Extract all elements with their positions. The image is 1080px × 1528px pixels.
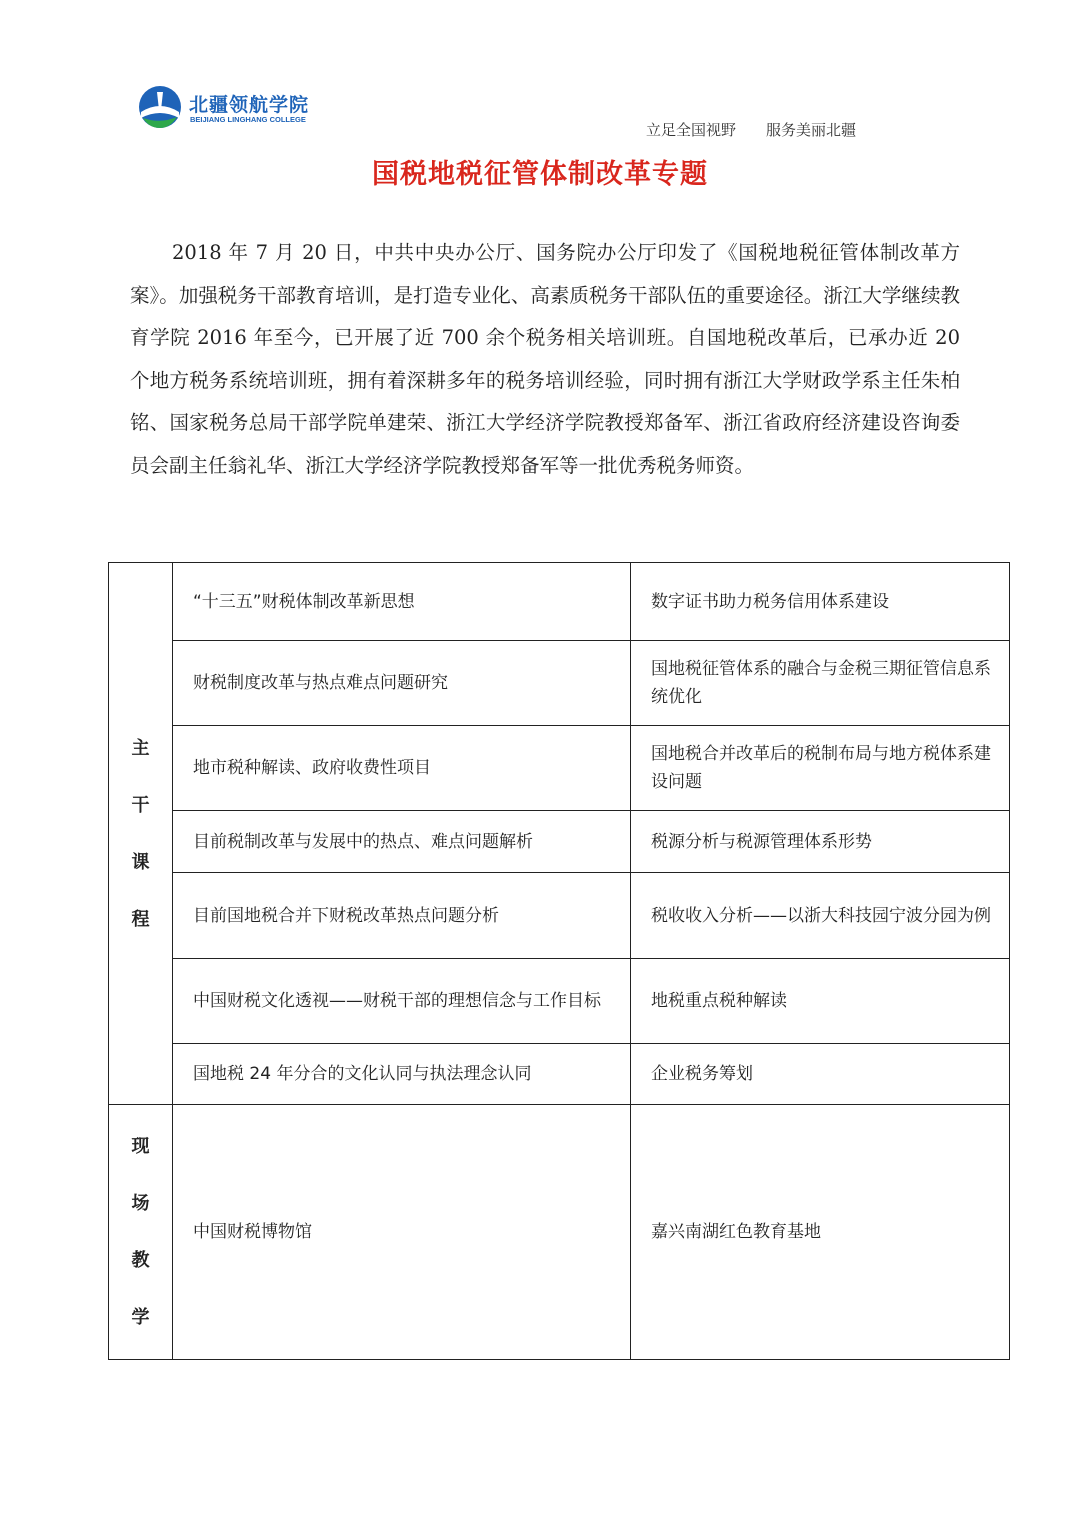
course-cell: 国地税征管体系的融合与金税三期征管信息系统优化 — [631, 641, 1010, 726]
course-cell: 中国财税文化透视——财税干部的理想信念与工作目标 — [173, 959, 631, 1044]
table-row — [109, 726, 1010, 811]
main-courses-label: 主干课程 — [131, 737, 150, 930]
course-cell: 地税重点税种解读 — [631, 959, 1010, 1044]
college-name-cn: 北疆领航学院 — [189, 94, 310, 116]
intro-paragraph: 2018 年 7 月 20 日，中共中央办公厅、国务院办公厅印发了《国税地税征管体制改革方案》。加强税务干部教育培训，是打造专业化、高素质税务干部队伍的重要途径。浙江大学继续教育学院 2016 年至今，已开展了近 700 余个税务相关培训班。自国地税改革后，已承办近 20 个地方税务系统培训班，拥有着深耕多年的税务培训经验，同时拥有浙江大学财政学系主任朱柏铭、国家税务总局干部学院单建荣、浙江大学经济学院教授郑备军、浙江省政府经济建设咨询委员会副主任翁礼华、浙江大学经济学院教授郑备军等一批优秀税务师资。 — [130, 241, 960, 477]
site-cell: 中国财税博物馆 — [173, 1105, 631, 1360]
course-cell: 财税制度改革与热点难点问题研究 — [173, 641, 631, 726]
college-emblem-icon — [137, 84, 183, 130]
table-row — [109, 641, 1010, 726]
course-cell: 企业税务筹划 — [631, 1044, 1010, 1105]
college-logo — [137, 84, 337, 130]
college-name-en: BEIJIANG LINGHANG COLLEGE — [190, 115, 306, 124]
course-cell: 目前国地税合并下财税改革热点问题分析 — [173, 873, 631, 959]
course-cell: 地市税种解读、政府收费性项目 — [173, 726, 631, 811]
page-title: 国税地税征管体制改革专题 — [372, 159, 708, 190]
slogan-part-2: 服务美丽北疆 — [766, 121, 857, 139]
slogan-part-1: 立足全国视野 — [646, 121, 737, 139]
course-cell: 税源分析与税源管理体系形势 — [631, 811, 1010, 873]
slogan — [646, 119, 856, 140]
site-cell: 嘉兴南湖红色教育基地 — [631, 1105, 1010, 1360]
table-row — [109, 873, 1010, 959]
table-row — [109, 959, 1010, 1044]
table-row — [109, 1044, 1010, 1105]
main-courses-label-cell — [109, 563, 173, 1105]
course-cell: 国地税合并改革后的税制布局与地方税体系建设问题 — [631, 726, 1010, 811]
course-cell: “十三五”财税体制改革新思想 — [173, 563, 631, 641]
site-teaching-label: 现场教学 — [131, 1136, 150, 1328]
course-cell: 税收收入分析——以浙大科技园宁波分园为例 — [631, 873, 1010, 959]
table-row — [109, 811, 1010, 873]
course-cell: 目前税制改革与发展中的热点、难点问题解析 — [173, 811, 631, 873]
table-row — [109, 563, 1010, 641]
site-teaching-label-cell — [109, 1105, 173, 1360]
course-table — [108, 562, 1010, 1360]
table-row — [109, 1105, 1010, 1360]
course-cell: 数字证书助力税务信用体系建设 — [631, 563, 1010, 641]
course-cell: 国地税 24 年分合的文化认同与执法理念认同 — [173, 1044, 631, 1105]
